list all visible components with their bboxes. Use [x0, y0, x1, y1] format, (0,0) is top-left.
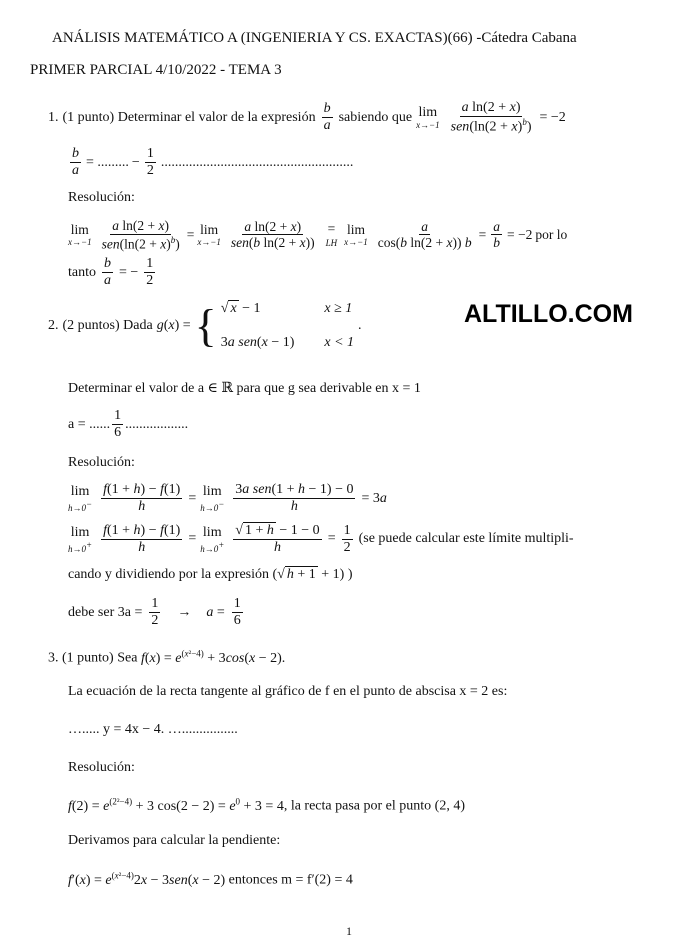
condition: x ≥ 1: [324, 300, 353, 316]
connector-text: por lo: [535, 226, 568, 242]
question-1-statement: 1. (1 punto) Determinar el valor de la expresión $\frac{b}{a}$ sabiendo que lim x→−1 $\frac{\text{a ln(2 + x)}}{sen(\ln(2 + x)^b)}$ = −2: [48, 100, 566, 135]
connector-text: tanto: [68, 264, 96, 280]
connector-text: debe ser 3a =: [68, 604, 143, 620]
page-number: 1: [346, 924, 352, 938]
answer-dots: ..................: [125, 416, 189, 432]
question-number: 3.: [48, 650, 59, 666]
limit-expression: $\frac{\text{a ln(2 + x)}}{sen(\ln(2 + x)^b)}$: [450, 100, 532, 135]
question-3-answer: …..... y = 4x − 4. …................: [68, 722, 238, 737]
exam-subtitle: PRIMER PARCIAL 4/10/2022 - TEMA 3: [30, 62, 282, 78]
question-3-derivamos: Derivamos para calcular la pendiente:: [68, 833, 281, 848]
question-text: sabiendo que: [338, 109, 413, 125]
resolucion-label: Resolución:: [68, 190, 135, 205]
piecewise-function: √ x − 1 x ≥ 1 3a sen(x − 1) x < 1: [220, 300, 355, 350]
question-1-conclusion: tanto $\frac{b}{a}$ = − $\frac{1}{2}$: [68, 256, 154, 289]
answer-dots: a = ......: [68, 416, 111, 432]
question-text: (2 puntos) Dada: [62, 317, 153, 333]
left-limit: lim h→0− $\frac{f(1 + h) - f(1)}{h}$ = lim h→0− $\frac{\text{3a sen(1 + h − 1) − 0}}{h}$ = 3a: [68, 482, 387, 515]
question-3-task: La ecuación de la recta tangente al gráfico de f en el punto de abscisa x = 2 es:: [68, 684, 508, 699]
question-3-statement: 3. (1 punto) Sea $f(x) = e^{(x^2-4)} + 3\cos(x - 2)$.: [48, 648, 286, 666]
fraction-b-over-a: $\frac{b}{a}$: [323, 101, 331, 134]
resolucion-label: Resolución:: [68, 455, 135, 470]
question-3-derivative: $f'(x) = e^{(x^2-4)}2x - 3sen(x - 2)$ entonces m = f′(2) = 4: [68, 870, 353, 888]
answer-dots: .......................................................: [160, 154, 354, 170]
question-number: 2.: [48, 317, 59, 333]
note-continuation: cando y dividiendo por la expresión (√ h + 1 + 1) ): [68, 567, 353, 582]
note-text: (se puede calcular este límite multipli-: [358, 531, 574, 547]
question-number: 1.: [48, 109, 59, 125]
question-text: (1 punto) Determinar el valor de la expresión: [62, 109, 316, 125]
watermark-logo: ALTILLO.COM: [464, 300, 633, 328]
question-2-answer: a = ...... $\frac{1}{6}$ ..................: [68, 408, 189, 441]
resolucion-label: Resolución:: [68, 760, 135, 775]
question-2-conclusion: debe ser 3a = $\frac{1}{2}$ → a = $\frac{1}{6}$: [68, 596, 241, 629]
question-text: (1 punto) Sea: [62, 650, 138, 666]
header-title: ANÁLISIS MATEMÁTICO A (INGENIERIA Y CS. EXACTAS)(66) -Cátedra Cabana: [52, 30, 577, 46]
limit-operator: lim x→−1: [416, 105, 440, 131]
question-2-task: Determinar el valor de a ∈ ℝ para que g sea derivable en x = 1: [68, 381, 421, 396]
condition: x < 1: [324, 335, 355, 350]
right-limit: lim h→0+ $\frac{f(1 + h) - f(1)}{h}$ = lim h→0+ $\frac{√ 1 + h - 1 - 0}{h}$ = $\frac{1}{2}$ (se puede calcular este límite multipli-: [68, 522, 574, 556]
question-2-statement: 2. (2 puntos) Dada g(x) = { √ x − 1 x ≥ 1 3a sen(x − 1) x < 1 .: [48, 299, 362, 351]
answer-dots: = .........: [86, 154, 129, 170]
question-1-solution: lim x→−1 $\frac{\text{a ln(2 + x)}}{sen(\ln(2 + x)^b)}$ = lim x→−1 $\frac{\text{a ln(2 + x)}}{\text{sen(b ln(2 + x))}}$ = LH lim x→−1 $\frac{a}{\text{cos(b ln(2 + x)) b}}$ = $\frac{a}{b}$ = −2 por lo: [68, 218, 568, 252]
question-3-f2: $f(2) = e^{(2^2-4)} + 3$ $\cos(2 - 2) = e^0 + 3 = 4$, la recta pasa por el punto (2, 4): [68, 796, 465, 814]
question-1-answer: $\frac{b}{a}$ = ......... − $\frac{1}{2}$ .......................................................: [72, 146, 354, 179]
